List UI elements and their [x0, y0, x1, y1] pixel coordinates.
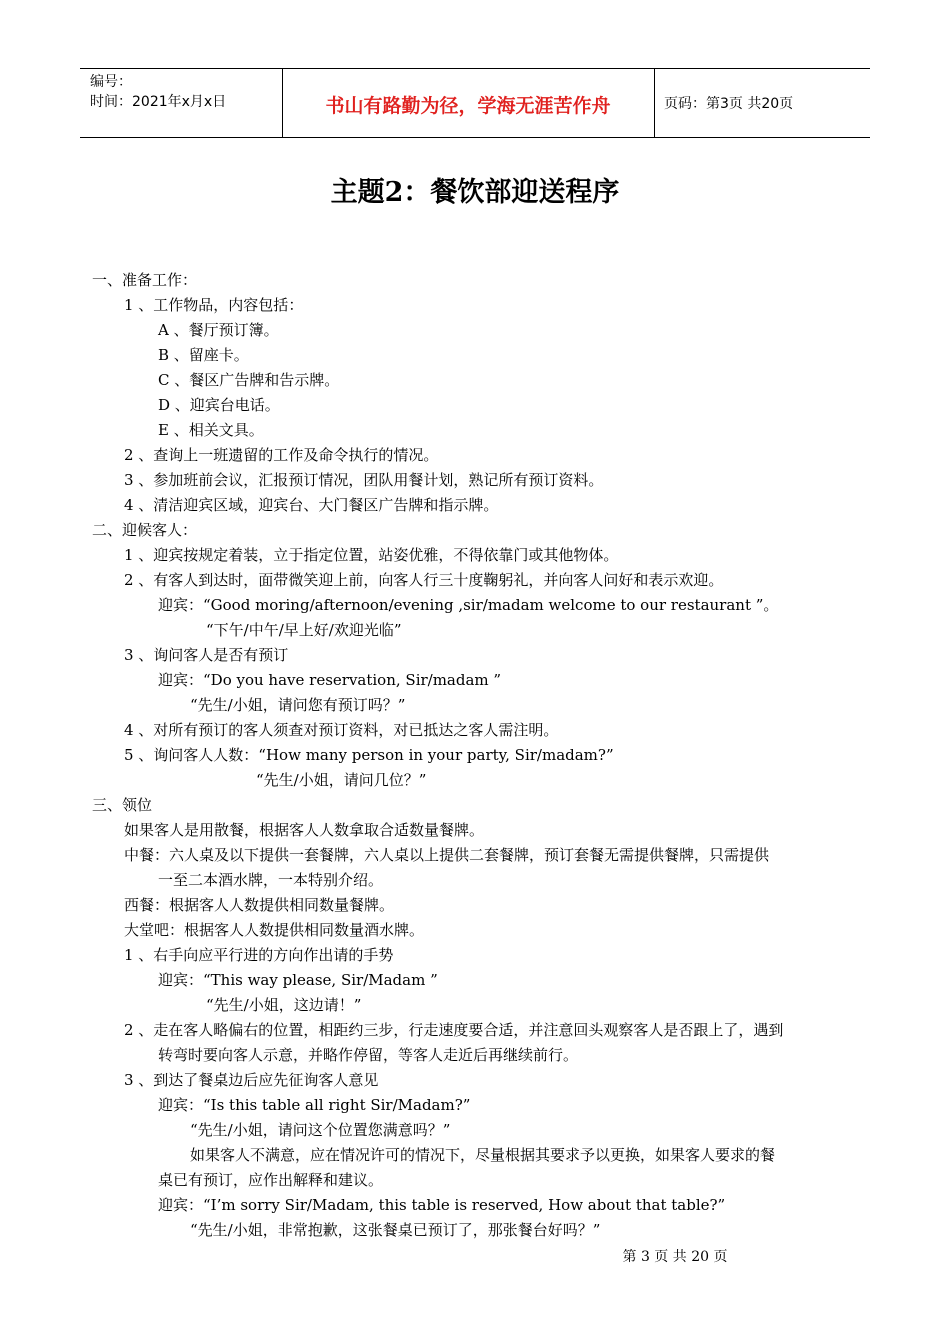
dialogue-line: 迎宾：“Good moring/afternoon/evening ,sir/madam welcome to our restaurant ”。 — [158, 596, 779, 614]
header-page-number: 页码：第3页 共20页 — [664, 96, 794, 112]
list-item: 3 、询问客人是否有预订 — [124, 646, 289, 664]
header-motto: 书山有路勤为径，学海无涯苦作舟 — [325, 95, 611, 117]
list-item: 3 、到达了餐桌边后应先征询客人意见 — [124, 1071, 379, 1089]
paragraph: 西餐：根据客人人数提供相同数量餐牌。 — [124, 896, 395, 914]
list-item: C 、餐区广告牌和告示牌。 — [158, 371, 340, 389]
paragraph: 如果客人是用散餐，根据客人人数拿取合适数量餐牌。 — [124, 821, 485, 839]
document-title: 主题2：餐饮部迎送程序 — [330, 177, 620, 208]
dialogue-line: “下午/中午/早上好/欢迎光临” — [206, 621, 402, 639]
dialogue-line: 迎宾：“This way please, Sir/Madam ” — [158, 971, 438, 989]
list-item: B 、留座卡。 — [158, 346, 249, 364]
list-item: 4 、对所有预订的客人须查对预订资料，对已抵达之客人需注明。 — [124, 721, 559, 739]
paragraph: 如果客人不满意，应在情况许可的情况下，尽量根据其要求予以更换，如果客人要求的餐 — [190, 1146, 776, 1164]
list-item: 1 、右手向应平行进的方向作出请的手势 — [124, 946, 394, 964]
dialogue-line: “先生/小姐，请问这个位置您满意吗？” — [190, 1121, 451, 1139]
page-footer: 第 3 页 共 20 页 — [622, 1249, 728, 1265]
header-divider — [654, 69, 655, 137]
section-heading: 二、迎候客人： — [92, 521, 198, 539]
paragraph: 桌已有预订，应作出解释和建议。 — [158, 1171, 384, 1189]
header-meta — [90, 72, 226, 112]
section-heading: 三、领位 — [92, 796, 153, 814]
list-item: D 、迎宾台电话。 — [158, 396, 280, 414]
dialogue-line: “先生/小姐，请问您有预订吗？” — [190, 696, 406, 714]
list-item: 1 、迎宾按规定着装，立于指定位置，站姿优雅，不得依靠门或其他物体。 — [124, 546, 619, 564]
list-item: 转弯时要向客人示意，并略作停留，等客人走近后再继续前行。 — [158, 1046, 579, 1064]
paragraph: 大堂吧：根据客人人数提供相同数量酒水牌。 — [124, 921, 425, 939]
dialogue-line: “先生/小姐，这边请！” — [206, 996, 362, 1014]
paragraph: 一至二本酒水牌，一本特别介绍。 — [158, 871, 384, 889]
paragraph: 中餐：六人桌及以下提供一套餐牌，六人桌以上提供二套餐牌，预订套餐无需提供餐牌，只需提供 — [124, 846, 770, 864]
dialogue-line: 迎宾：“Is this table all right Sir/Madam?” — [158, 1096, 471, 1114]
list-item: 2 、查询上一班遗留的工作及命令执行的情况。 — [124, 446, 439, 464]
dialogue-line: “先生/小姐，非常抱歉，这张餐桌已预订了，那张餐台好吗？” — [190, 1221, 601, 1239]
page-header — [80, 68, 870, 138]
dialogue-line: 迎宾：“Do you have reservation, Sir/madam ” — [158, 671, 502, 689]
dialogue-line: 迎宾：“I’m sorry Sir/Madam, this table is reserved, How about that table?” — [158, 1196, 726, 1214]
list-item: 3 、参加班前会议，汇报预订情况，团队用餐计划，熟记所有预订资料。 — [124, 471, 604, 489]
list-item: 5 、询问客人人数：“How many person in your party, Sir/madam?” — [124, 746, 614, 764]
list-item: E 、相关文具。 — [158, 421, 264, 439]
list-item: 2 、走在客人略偏右的位置，相距约三步，行走速度要合适，并注意回头观察客人是否跟上了，遇到 — [124, 1021, 784, 1039]
section-heading: 一、准备工作： — [92, 271, 198, 289]
list-item: 1 、工作物品，内容包括： — [124, 296, 304, 314]
dialogue-line: “先生/小姐，请问几位？” — [256, 771, 427, 789]
header-number: 编号： — [90, 74, 132, 90]
header-time: 时间：2021年x月x日 — [90, 94, 227, 110]
list-item: 4 、清洁迎宾区域，迎宾台、大门餐区广告牌和指示牌。 — [124, 496, 499, 514]
list-item: A 、餐厅预订簿。 — [158, 321, 279, 339]
list-item: 2 、有客人到达时，面带微笑迎上前，向客人行三十度鞠躬礼，并向客人问好和表示欢迎。 — [124, 571, 724, 589]
